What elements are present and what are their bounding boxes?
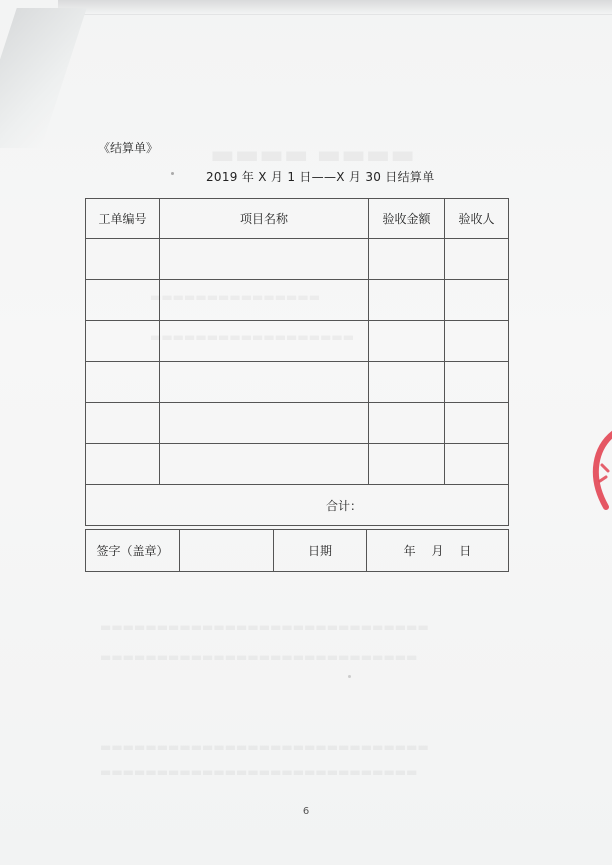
- table-row: [86, 280, 509, 321]
- cell-project-name[interactable]: [160, 362, 369, 403]
- table-row: [86, 239, 509, 280]
- page-number: 6: [302, 806, 310, 817]
- signature-row: [86, 530, 509, 572]
- scan-speck: [348, 675, 351, 678]
- cell-project-name[interactable]: [160, 280, 369, 321]
- cell-accepted-amount[interactable]: [369, 403, 445, 444]
- scan-speck: [171, 172, 174, 175]
- cell-accepted-amount[interactable]: [369, 239, 445, 280]
- cell-work-order-no[interactable]: [86, 444, 160, 485]
- table-row: [86, 444, 509, 485]
- cell-project-name[interactable]: [160, 403, 369, 444]
- bleed-through-text: ▬▬▬▬▬▬▬▬▬▬▬▬▬▬▬▬▬▬▬▬▬▬▬▬▬▬▬▬: [100, 765, 418, 779]
- cell-accepted-amount[interactable]: [369, 444, 445, 485]
- bleed-through-heading: ▬▬▬▬ ▬▬▬▬: [210, 140, 415, 170]
- header-acceptor: 验收人: [445, 199, 509, 239]
- cell-work-order-no[interactable]: [86, 280, 160, 321]
- red-seal-stamp: [566, 425, 612, 515]
- date-field[interactable]: 年 月 日: [367, 530, 509, 572]
- cell-project-name[interactable]: [160, 321, 369, 362]
- document-title: 2019 年 X 月 1 日——X 月 30 日结算单: [206, 170, 435, 184]
- bleed-through-text: ▬▬▬▬▬▬▬▬▬▬▬▬▬▬▬▬▬▬▬▬▬▬▬▬▬▬▬▬: [100, 650, 418, 664]
- document-label: 《结算单》: [98, 141, 159, 155]
- cell-project-name[interactable]: [160, 444, 369, 485]
- cell-work-order-no[interactable]: [86, 362, 160, 403]
- cell-accepted-amount[interactable]: [369, 362, 445, 403]
- table-row: [86, 321, 509, 362]
- bleed-through-text: ▬▬▬▬▬▬▬▬▬▬▬▬▬▬▬▬▬▬: [150, 330, 355, 344]
- settlement-table: [85, 198, 509, 526]
- bleed-through-text: ▬▬▬▬▬▬▬▬▬▬▬▬▬▬▬: [150, 290, 321, 304]
- header-accepted-amount: 验收金额: [369, 199, 445, 239]
- cell-acceptor[interactable]: [445, 362, 509, 403]
- cell-acceptor[interactable]: [445, 444, 509, 485]
- bleed-through-text: ▬▬▬▬▬▬▬▬▬▬▬▬▬▬▬▬▬▬▬▬▬▬▬▬▬▬▬▬▬: [100, 740, 429, 754]
- table-header-row: [86, 199, 509, 239]
- date-label: 日期: [274, 530, 367, 572]
- cell-work-order-no[interactable]: [86, 403, 160, 444]
- cell-accepted-amount[interactable]: [369, 280, 445, 321]
- cell-acceptor[interactable]: [445, 321, 509, 362]
- cell-project-name[interactable]: [160, 239, 369, 280]
- cell-acceptor[interactable]: [445, 239, 509, 280]
- sign-seal-field[interactable]: [180, 530, 274, 572]
- table-row: [86, 403, 509, 444]
- signature-table: [85, 529, 509, 572]
- total-label: 合计：: [326, 498, 363, 513]
- cell-acceptor[interactable]: [445, 403, 509, 444]
- header-project-name: 项目名称: [160, 199, 369, 239]
- header-work-order-no: 工单编号: [86, 199, 160, 239]
- cell-accepted-amount[interactable]: [369, 321, 445, 362]
- cell-acceptor[interactable]: [445, 280, 509, 321]
- table-row: [86, 362, 509, 403]
- cell-work-order-no[interactable]: [86, 239, 160, 280]
- paper-fold-left: [0, 8, 87, 148]
- paper-fold-top: [58, 0, 612, 15]
- bleed-through-text: ▬▬▬▬▬▬▬▬▬▬▬▬▬▬▬▬▬▬▬▬▬▬▬▬▬▬▬▬▬: [100, 620, 429, 634]
- total-row: [86, 485, 509, 526]
- cell-work-order-no[interactable]: [86, 321, 160, 362]
- total-cell[interactable]: [86, 485, 509, 526]
- sign-seal-label: 签字（盖章）: [86, 530, 180, 572]
